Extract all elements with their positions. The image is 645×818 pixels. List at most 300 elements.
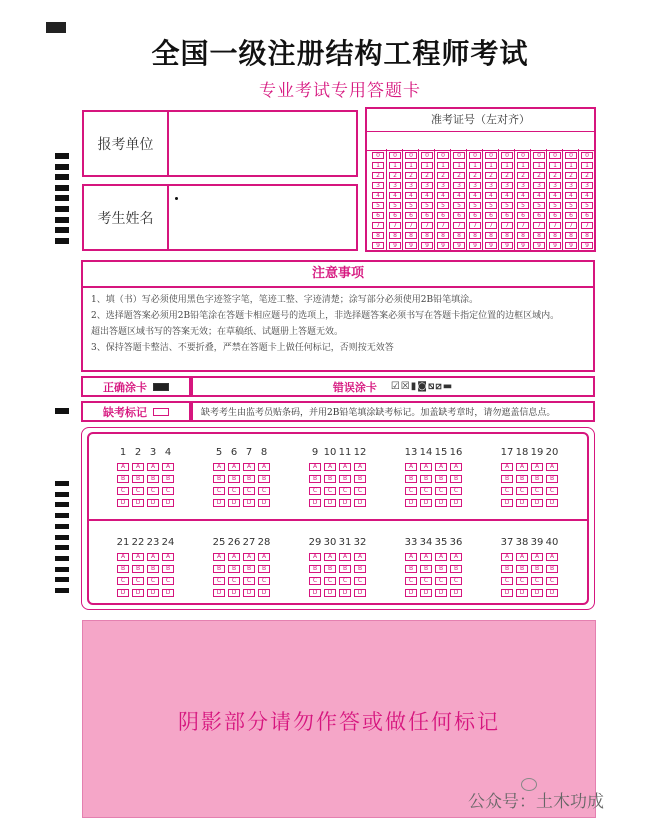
ticket-digit-bubble[interactable]: 2 — [372, 172, 384, 179]
answer-bubble[interactable]: B — [213, 475, 225, 483]
ticket-digit-bubble[interactable]: 1 — [533, 162, 545, 169]
answer-bubble[interactable]: D — [228, 589, 240, 597]
answer-bubble[interactable]: C — [258, 577, 270, 585]
ticket-digit-bubble[interactable]: 9 — [565, 242, 577, 249]
answer-bubble[interactable]: C — [162, 487, 174, 495]
ticket-digit-bubble[interactable]: 3 — [437, 182, 449, 189]
ticket-digit-bubble[interactable]: 7 — [453, 222, 465, 229]
ticket-digit-bubble[interactable]: 3 — [501, 182, 513, 189]
answer-bubble[interactable]: C — [405, 487, 417, 495]
answer-bubble[interactable]: B — [117, 475, 129, 483]
ticket-digit-bubble[interactable]: 8 — [565, 232, 577, 239]
ticket-digit-bubble[interactable]: 7 — [372, 222, 384, 229]
ticket-digit-bubble[interactable]: 5 — [372, 202, 384, 209]
ticket-digit-bubble[interactable]: 1 — [437, 162, 449, 169]
ticket-digit-bubble[interactable]: 0 — [453, 152, 465, 159]
unit-field[interactable] — [82, 110, 358, 177]
answer-bubble[interactable]: B — [450, 565, 462, 573]
ticket-digit-bubble[interactable]: 9 — [421, 242, 433, 249]
answer-bubble[interactable]: C — [147, 577, 159, 585]
ticket-digit-bubble[interactable]: 2 — [389, 172, 401, 179]
ticket-digit-bubble[interactable]: 6 — [533, 212, 545, 219]
ticket-digit-bubble[interactable]: 5 — [533, 202, 545, 209]
ticket-digit-bubble[interactable]: 8 — [453, 232, 465, 239]
ticket-digit-bubble[interactable]: 3 — [453, 182, 465, 189]
answer-bubble[interactable]: B — [339, 475, 351, 483]
answer-bubble[interactable]: D — [450, 589, 462, 597]
answer-bubble[interactable]: A — [228, 463, 240, 471]
ticket-digit-bubble[interactable]: 6 — [549, 212, 561, 219]
ticket-digit-bubble[interactable]: 5 — [517, 202, 529, 209]
ticket-digit-bubble[interactable]: 8 — [581, 232, 593, 239]
ticket-digit-bubble[interactable]: 9 — [549, 242, 561, 249]
answer-bubble[interactable]: B — [132, 565, 144, 573]
ticket-digit-bubble[interactable]: 6 — [437, 212, 449, 219]
ticket-digit-bubble[interactable]: 6 — [389, 212, 401, 219]
answer-bubble[interactable]: C — [516, 487, 528, 495]
ticket-digit-bubble[interactable]: 7 — [485, 222, 497, 229]
answer-bubble[interactable]: C — [147, 487, 159, 495]
ticket-digit-bubble[interactable]: 4 — [437, 192, 449, 199]
answer-bubble[interactable]: D — [213, 499, 225, 507]
answer-bubble[interactable]: B — [531, 565, 543, 573]
ticket-write-row[interactable] — [367, 131, 594, 151]
ticket-digit-bubble[interactable]: 3 — [517, 182, 529, 189]
ticket-digit-bubble[interactable]: 8 — [501, 232, 513, 239]
answer-bubble[interactable]: D — [450, 499, 462, 507]
answer-bubble[interactable]: D — [435, 589, 447, 597]
ticket-digit-bubble[interactable]: 9 — [581, 242, 593, 249]
ticket-digit-bubble[interactable]: 0 — [565, 152, 577, 159]
answer-bubble[interactable]: B — [501, 565, 513, 573]
ticket-digit-bubble[interactable]: 0 — [501, 152, 513, 159]
ticket-digit-bubble[interactable]: 4 — [372, 192, 384, 199]
answer-bubble[interactable]: A — [162, 553, 174, 561]
answer-bubble[interactable]: B — [531, 475, 543, 483]
answer-bubble[interactable]: C — [243, 487, 255, 495]
answer-bubble[interactable]: D — [420, 499, 432, 507]
answer-bubble[interactable]: A — [435, 463, 447, 471]
ticket-digit-bubble[interactable]: 3 — [533, 182, 545, 189]
ticket-digit-bubble[interactable]: 9 — [437, 242, 449, 249]
answer-bubble[interactable]: A — [339, 463, 351, 471]
answer-bubble[interactable]: C — [324, 577, 336, 585]
answer-bubble[interactable]: B — [258, 475, 270, 483]
answer-bubble[interactable]: A — [450, 463, 462, 471]
answer-bubble[interactable]: C — [228, 577, 240, 585]
answer-bubble[interactable]: C — [405, 577, 417, 585]
ticket-digit-bubble[interactable]: 7 — [517, 222, 529, 229]
ticket-digit-bubble[interactable]: 8 — [469, 232, 481, 239]
ticket-digit-bubble[interactable]: 3 — [581, 182, 593, 189]
answer-bubble[interactable]: A — [450, 553, 462, 561]
answer-bubble[interactable]: A — [405, 553, 417, 561]
answer-bubble[interactable]: A — [435, 553, 447, 561]
answer-bubble[interactable]: A — [546, 463, 558, 471]
answer-bubble[interactable]: B — [501, 475, 513, 483]
ticket-digit-bubble[interactable]: 1 — [549, 162, 561, 169]
ticket-digit-bubble[interactable]: 2 — [565, 172, 577, 179]
answer-bubble[interactable]: C — [501, 487, 513, 495]
answer-bubble[interactable]: B — [213, 565, 225, 573]
ticket-digit-bubble[interactable]: 4 — [405, 192, 417, 199]
ticket-digit-bubble[interactable]: 6 — [517, 212, 529, 219]
ticket-digit-bubble[interactable]: 7 — [469, 222, 481, 229]
answer-bubble[interactable]: C — [546, 487, 558, 495]
answer-bubble[interactable]: B — [243, 475, 255, 483]
answer-bubble[interactable]: A — [546, 553, 558, 561]
ticket-digit-bubble[interactable]: 9 — [405, 242, 417, 249]
answer-bubble[interactable]: C — [309, 577, 321, 585]
answer-bubble[interactable]: D — [147, 589, 159, 597]
answer-bubble[interactable]: B — [243, 565, 255, 573]
ticket-digit-bubble[interactable]: 9 — [517, 242, 529, 249]
ticket-digit-bubble[interactable]: 4 — [485, 192, 497, 199]
ticket-digit-bubble[interactable]: 0 — [372, 152, 384, 159]
answer-bubble[interactable]: D — [324, 499, 336, 507]
ticket-digit-bubble[interactable]: 8 — [421, 232, 433, 239]
ticket-digit-bubble[interactable]: 4 — [421, 192, 433, 199]
answer-bubble[interactable]: D — [531, 499, 543, 507]
answer-bubble[interactable]: D — [243, 589, 255, 597]
answer-bubble[interactable]: B — [147, 565, 159, 573]
ticket-digit-bubble[interactable]: 6 — [421, 212, 433, 219]
answer-bubble[interactable]: A — [339, 553, 351, 561]
answer-bubble[interactable]: B — [546, 565, 558, 573]
ticket-digit-bubble[interactable]: 6 — [485, 212, 497, 219]
ticket-digit-bubble[interactable]: 3 — [485, 182, 497, 189]
ticket-digit-bubble[interactable]: 8 — [405, 232, 417, 239]
ticket-digit-bubble[interactable]: 8 — [485, 232, 497, 239]
answer-bubble[interactable]: D — [516, 589, 528, 597]
ticket-digit-bubble[interactable]: 5 — [581, 202, 593, 209]
ticket-digit-bubble[interactable]: 1 — [389, 162, 401, 169]
ticket-digit-bubble[interactable]: 9 — [533, 242, 545, 249]
answer-bubble[interactable]: D — [546, 499, 558, 507]
answer-bubble[interactable]: A — [117, 463, 129, 471]
ticket-digit-bubble[interactable]: 3 — [405, 182, 417, 189]
ticket-digit-bubble[interactable]: 8 — [437, 232, 449, 239]
answer-bubble[interactable]: B — [132, 475, 144, 483]
answer-bubble[interactable]: D — [213, 589, 225, 597]
ticket-digit-bubble[interactable]: 4 — [549, 192, 561, 199]
answer-bubble[interactable]: C — [450, 577, 462, 585]
ticket-digit-bubble[interactable]: 7 — [501, 222, 513, 229]
ticket-digit-bubble[interactable]: 7 — [565, 222, 577, 229]
answer-bubble[interactable]: A — [516, 463, 528, 471]
answer-bubble[interactable]: B — [354, 475, 366, 483]
answer-bubble[interactable]: B — [162, 475, 174, 483]
ticket-digit-bubble[interactable]: 6 — [501, 212, 513, 219]
answer-bubble[interactable]: C — [132, 577, 144, 585]
answer-bubble[interactable]: D — [531, 589, 543, 597]
ticket-digit-bubble[interactable]: 5 — [485, 202, 497, 209]
ticket-digit-bubble[interactable]: 6 — [565, 212, 577, 219]
answer-bubble[interactable]: C — [213, 487, 225, 495]
answer-bubble[interactable]: A — [162, 463, 174, 471]
answer-bubble[interactable]: A — [531, 553, 543, 561]
ticket-digit-bubble[interactable]: 6 — [405, 212, 417, 219]
ticket-digit-bubble[interactable]: 2 — [453, 172, 465, 179]
ticket-digit-bubble[interactable]: 1 — [581, 162, 593, 169]
answer-bubble[interactable]: C — [309, 487, 321, 495]
answer-bubble[interactable]: B — [162, 565, 174, 573]
answer-bubble[interactable]: B — [435, 475, 447, 483]
ticket-digit-bubble[interactable]: 2 — [421, 172, 433, 179]
answer-bubble[interactable]: B — [450, 475, 462, 483]
name-field[interactable] — [82, 184, 358, 251]
ticket-digit-bubble[interactable]: 3 — [549, 182, 561, 189]
ticket-digit-bubble[interactable]: 3 — [372, 182, 384, 189]
ticket-digit-bubble[interactable]: 3 — [565, 182, 577, 189]
ticket-digit-bubble[interactable]: 0 — [533, 152, 545, 159]
answer-bubble[interactable]: C — [516, 577, 528, 585]
answer-bubble[interactable]: C — [117, 487, 129, 495]
ticket-digit-bubble[interactable]: 8 — [372, 232, 384, 239]
ticket-digit-bubble[interactable]: 5 — [421, 202, 433, 209]
answer-bubble[interactable]: C — [450, 487, 462, 495]
ticket-digit-bubble[interactable]: 9 — [453, 242, 465, 249]
ticket-digit-bubble[interactable]: 5 — [453, 202, 465, 209]
ticket-digit-bubble[interactable]: 8 — [549, 232, 561, 239]
answer-bubble[interactable]: A — [324, 463, 336, 471]
ticket-digit-bubble[interactable]: 8 — [533, 232, 545, 239]
ticket-digit-bubble[interactable]: 1 — [469, 162, 481, 169]
ticket-digit-bubble[interactable]: 6 — [453, 212, 465, 219]
answer-bubble[interactable]: D — [117, 589, 129, 597]
ticket-digit-bubble[interactable]: 1 — [372, 162, 384, 169]
ticket-digit-bubble[interactable]: 3 — [389, 182, 401, 189]
ticket-digit-bubble[interactable]: 2 — [581, 172, 593, 179]
answer-bubble[interactable]: A — [258, 553, 270, 561]
ticket-digit-bubble[interactable]: 5 — [437, 202, 449, 209]
answer-bubble[interactable]: A — [531, 463, 543, 471]
answer-bubble[interactable]: D — [354, 499, 366, 507]
answer-bubble[interactable]: B — [258, 565, 270, 573]
ticket-digit-bubble[interactable]: 7 — [533, 222, 545, 229]
answer-bubble[interactable]: A — [213, 553, 225, 561]
ticket-digit-bubble[interactable]: 7 — [421, 222, 433, 229]
ticket-digit-bubble[interactable]: 7 — [549, 222, 561, 229]
answer-bubble[interactable]: C — [435, 577, 447, 585]
ticket-digit-bubble[interactable]: 8 — [517, 232, 529, 239]
answer-bubble[interactable]: A — [420, 463, 432, 471]
answer-bubble[interactable]: C — [531, 487, 543, 495]
ticket-digit-bubble[interactable]: 0 — [437, 152, 449, 159]
answer-bubble[interactable]: B — [516, 565, 528, 573]
ticket-digit-bubble[interactable]: 0 — [469, 152, 481, 159]
answer-bubble[interactable]: A — [354, 463, 366, 471]
answer-bubble[interactable]: C — [117, 577, 129, 585]
absent-bubble-icon[interactable] — [153, 408, 169, 416]
ticket-digit-bubble[interactable]: 2 — [469, 172, 481, 179]
answer-bubble[interactable]: A — [132, 553, 144, 561]
answer-bubble[interactable]: A — [501, 463, 513, 471]
answer-bubble[interactable]: C — [354, 577, 366, 585]
ticket-digit-bubble[interactable]: 0 — [549, 152, 561, 159]
ticket-digit-bubble[interactable]: 5 — [549, 202, 561, 209]
answer-bubble[interactable]: B — [117, 565, 129, 573]
answer-bubble[interactable]: D — [405, 499, 417, 507]
answer-bubble[interactable]: D — [501, 499, 513, 507]
answer-bubble[interactable]: A — [147, 553, 159, 561]
ticket-digit-bubble[interactable]: 3 — [469, 182, 481, 189]
ticket-digit-bubble[interactable]: 4 — [389, 192, 401, 199]
answer-bubble[interactable]: D — [117, 499, 129, 507]
ticket-digit-bubble[interactable]: 0 — [405, 152, 417, 159]
answer-bubble[interactable]: B — [354, 565, 366, 573]
answer-bubble[interactable]: C — [435, 487, 447, 495]
answer-bubble[interactable]: B — [339, 565, 351, 573]
ticket-digit-bubble[interactable]: 7 — [405, 222, 417, 229]
ticket-digit-bubble[interactable]: 4 — [469, 192, 481, 199]
answer-bubble[interactable]: A — [405, 463, 417, 471]
ticket-digit-bubble[interactable]: 4 — [501, 192, 513, 199]
answer-bubble[interactable]: B — [405, 565, 417, 573]
ticket-digit-bubble[interactable]: 1 — [421, 162, 433, 169]
answer-bubble[interactable]: A — [354, 553, 366, 561]
ticket-digit-bubble[interactable]: 1 — [485, 162, 497, 169]
answer-bubble[interactable]: B — [516, 475, 528, 483]
ticket-digit-bubble[interactable]: 6 — [581, 212, 593, 219]
ticket-digit-bubble[interactable]: 6 — [469, 212, 481, 219]
ticket-digit-bubble[interactable]: 1 — [405, 162, 417, 169]
ticket-digit-bubble[interactable]: 2 — [485, 172, 497, 179]
ticket-digit-bubble[interactable]: 2 — [517, 172, 529, 179]
answer-bubble[interactable]: D — [309, 589, 321, 597]
answer-bubble[interactable]: B — [228, 475, 240, 483]
answer-bubble[interactable]: C — [228, 487, 240, 495]
answer-bubble[interactable]: A — [147, 463, 159, 471]
answer-bubble[interactable]: A — [132, 463, 144, 471]
ticket-digit-bubble[interactable]: 4 — [453, 192, 465, 199]
answer-bubble[interactable]: C — [531, 577, 543, 585]
answer-bubble[interactable]: C — [501, 577, 513, 585]
answer-bubble[interactable]: A — [228, 553, 240, 561]
answer-bubble[interactable]: A — [324, 553, 336, 561]
ticket-digit-bubble[interactable]: 2 — [533, 172, 545, 179]
answer-bubble[interactable]: B — [147, 475, 159, 483]
answer-bubble[interactable]: D — [258, 589, 270, 597]
ticket-digit-bubble[interactable]: 4 — [533, 192, 545, 199]
answer-bubble[interactable]: D — [132, 499, 144, 507]
answer-bubble[interactable]: A — [243, 553, 255, 561]
ticket-digit-bubble[interactable]: 1 — [453, 162, 465, 169]
answer-bubble[interactable]: D — [435, 499, 447, 507]
absent-mark-box[interactable] — [81, 401, 191, 422]
ticket-digit-bubble[interactable]: 5 — [389, 202, 401, 209]
answer-bubble[interactable]: C — [546, 577, 558, 585]
ticket-digit-bubble[interactable]: 2 — [405, 172, 417, 179]
answer-bubble[interactable]: D — [162, 499, 174, 507]
ticket-digit-bubble[interactable]: 9 — [485, 242, 497, 249]
ticket-digit-bubble[interactable]: 7 — [437, 222, 449, 229]
answer-bubble[interactable]: C — [213, 577, 225, 585]
ticket-digit-bubble[interactable]: 5 — [405, 202, 417, 209]
answer-bubble[interactable]: D — [354, 589, 366, 597]
answer-bubble[interactable]: A — [213, 463, 225, 471]
answer-bubble[interactable]: A — [501, 553, 513, 561]
answer-bubble[interactable]: D — [132, 589, 144, 597]
ticket-digit-bubble[interactable]: 7 — [581, 222, 593, 229]
answer-bubble[interactable]: D — [420, 589, 432, 597]
answer-bubble[interactable]: C — [420, 487, 432, 495]
ticket-digit-bubble[interactable]: 2 — [501, 172, 513, 179]
answer-bubble[interactable]: D — [405, 589, 417, 597]
answer-bubble[interactable]: D — [162, 589, 174, 597]
ticket-digit-bubble[interactable]: 2 — [549, 172, 561, 179]
ticket-digit-bubble[interactable]: 5 — [501, 202, 513, 209]
ticket-digit-bubble[interactable]: 4 — [565, 192, 577, 199]
answer-bubble[interactable]: C — [243, 577, 255, 585]
answer-bubble[interactable]: C — [324, 487, 336, 495]
answer-bubble[interactable]: A — [243, 463, 255, 471]
answer-bubble[interactable]: B — [324, 475, 336, 483]
answer-bubble[interactable]: B — [309, 565, 321, 573]
ticket-digit-bubble[interactable]: 0 — [389, 152, 401, 159]
ticket-digit-bubble[interactable]: 0 — [581, 152, 593, 159]
answer-bubble[interactable]: C — [162, 577, 174, 585]
ticket-digit-bubble[interactable]: 4 — [581, 192, 593, 199]
ticket-digit-bubble[interactable]: 1 — [517, 162, 529, 169]
ticket-digit-bubble[interactable]: 9 — [372, 242, 384, 249]
ticket-digit-bubble[interactable]: 8 — [389, 232, 401, 239]
ticket-digit-bubble[interactable]: 0 — [517, 152, 529, 159]
ticket-digit-bubble[interactable]: 5 — [565, 202, 577, 209]
ticket-digit-bubble[interactable]: 9 — [469, 242, 481, 249]
ticket-digit-bubble[interactable]: 5 — [469, 202, 481, 209]
answer-bubble[interactable]: D — [501, 589, 513, 597]
answer-bubble[interactable]: D — [339, 499, 351, 507]
answer-bubble[interactable]: A — [309, 553, 321, 561]
answer-bubble[interactable]: B — [309, 475, 321, 483]
answer-bubble[interactable]: B — [405, 475, 417, 483]
ticket-digit-bubble[interactable]: 4 — [517, 192, 529, 199]
ticket-digit-bubble[interactable]: 3 — [421, 182, 433, 189]
answer-bubble[interactable]: D — [516, 499, 528, 507]
answer-bubble[interactable]: B — [228, 565, 240, 573]
answer-bubble[interactable]: B — [420, 475, 432, 483]
ticket-digit-bubble[interactable]: 2 — [437, 172, 449, 179]
answer-bubble[interactable]: D — [309, 499, 321, 507]
answer-bubble[interactable]: D — [339, 589, 351, 597]
ticket-digit-bubble[interactable]: 9 — [501, 242, 513, 249]
ticket-digit-bubble[interactable]: 0 — [485, 152, 497, 159]
ticket-digit-bubble[interactable]: 1 — [565, 162, 577, 169]
answer-bubble[interactable]: D — [546, 589, 558, 597]
answer-bubble[interactable]: A — [309, 463, 321, 471]
answer-bubble[interactable]: C — [339, 487, 351, 495]
ticket-digit-bubble[interactable]: 1 — [501, 162, 513, 169]
answer-bubble[interactable]: D — [228, 499, 240, 507]
answer-bubble[interactable]: C — [339, 577, 351, 585]
ticket-digit-bubble[interactable]: 7 — [389, 222, 401, 229]
answer-bubble[interactable]: B — [435, 565, 447, 573]
answer-bubble[interactable]: C — [354, 487, 366, 495]
answer-bubble[interactable]: B — [324, 565, 336, 573]
answer-bubble[interactable]: A — [516, 553, 528, 561]
answer-bubble[interactable]: D — [147, 499, 159, 507]
answer-bubble[interactable]: B — [546, 475, 558, 483]
answer-bubble[interactable]: C — [132, 487, 144, 495]
answer-bubble[interactable]: D — [258, 499, 270, 507]
ticket-digit-bubble[interactable]: 6 — [372, 212, 384, 219]
answer-bubble[interactable]: D — [324, 589, 336, 597]
ticket-digit-bubble[interactable]: 9 — [389, 242, 401, 249]
answer-bubble[interactable]: A — [258, 463, 270, 471]
answer-bubble[interactable]: B — [420, 565, 432, 573]
answer-bubble[interactable]: D — [243, 499, 255, 507]
